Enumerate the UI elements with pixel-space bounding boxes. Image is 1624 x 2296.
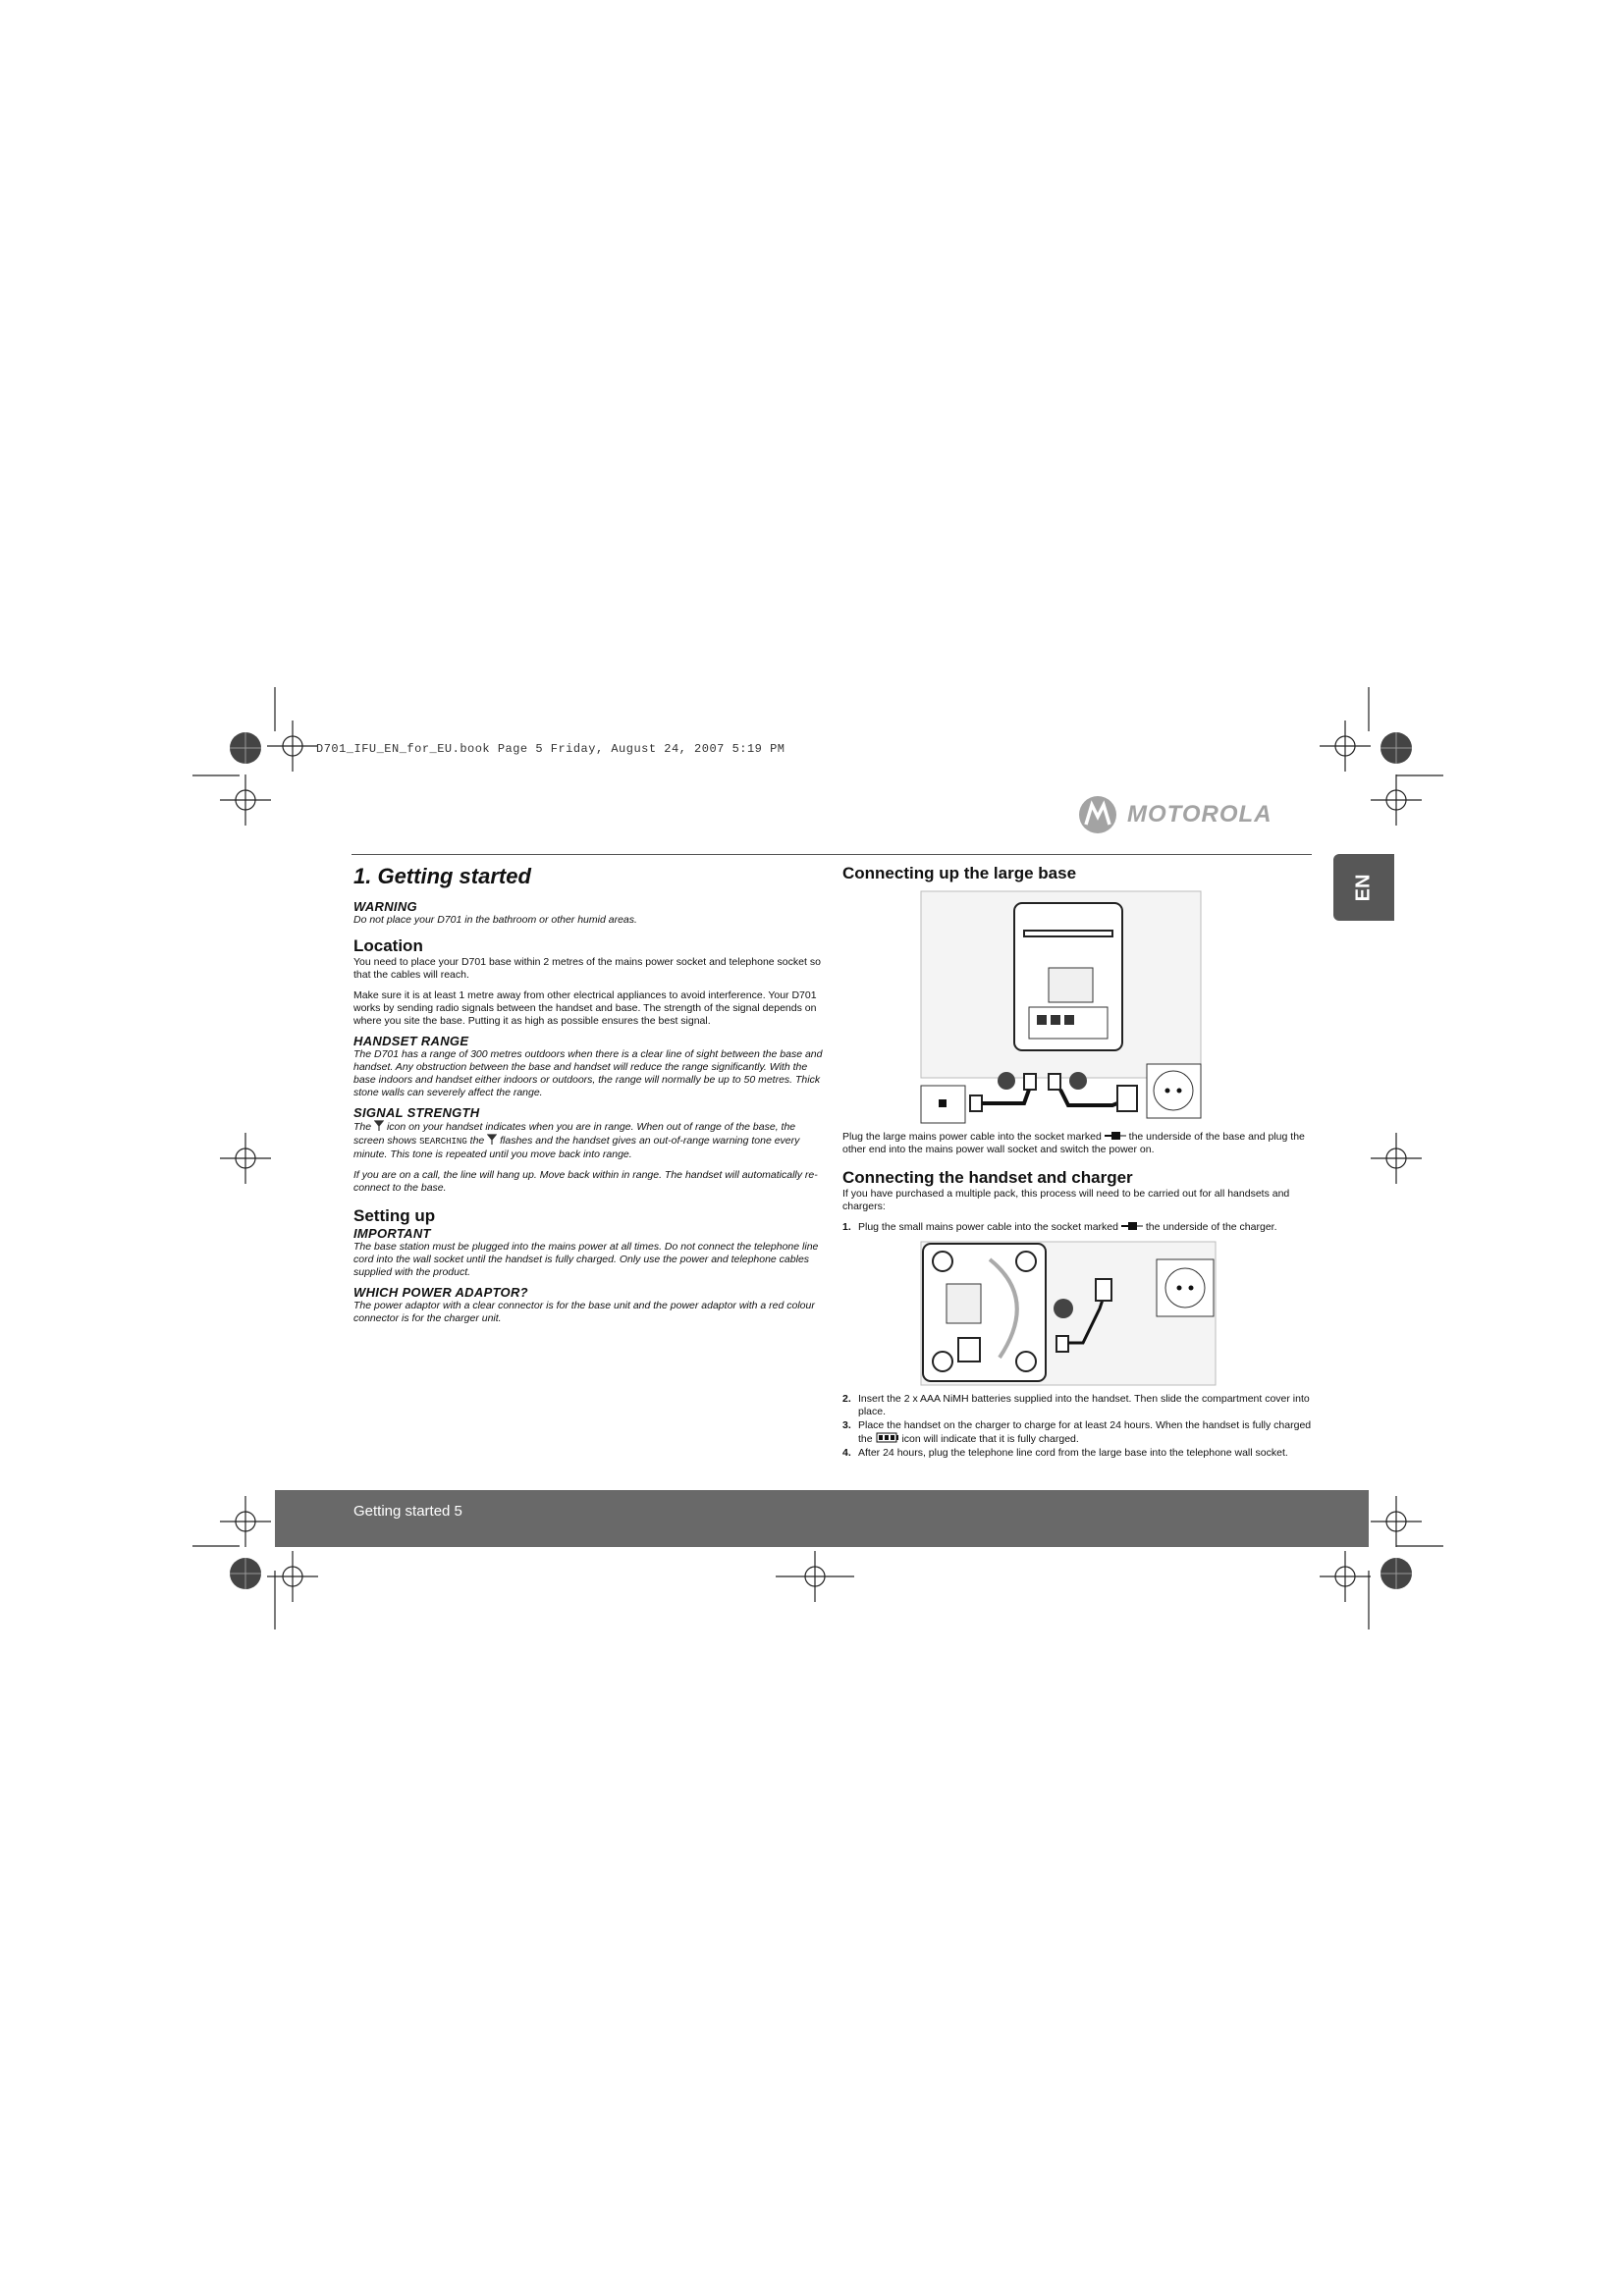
warning-text: Do not place your D701 in the bathroom or other humid areas. xyxy=(353,914,637,926)
setting-up-heading: Setting up xyxy=(353,1206,436,1225)
signal-antenna-icon xyxy=(487,1134,497,1146)
list-item: 3. Place the handset on the charger to charge for at least 24 hours. When the handset is fully charged the icon will indicate that it is fully charged. xyxy=(842,1419,1312,1445)
list-item: 1. Plug the small mains power cable into the socket marked the underside of the charger. xyxy=(842,1221,1277,1233)
warning-heading: WARNING xyxy=(353,899,417,914)
right-column xyxy=(842,864,1312,1461)
charger-steps-1 xyxy=(842,1221,1312,1234)
charger-illustration xyxy=(842,1240,1312,1387)
footer-page-label: Getting started 5 xyxy=(353,1503,462,1520)
list-item: 4. After 24 hours, plug the telephone line cord from the large base into the telephone wall socket. xyxy=(842,1447,1288,1459)
location-text-2: Make sure it is at least 1 metre away from other electrical appliances to avoid interference. Your D701 works by sending radio signals between the handset and base. The strength of the signal depends on where you site the base. Putting it as high as possible ensures the best signal. xyxy=(353,989,817,1027)
handset-range-heading: HANDSET RANGE xyxy=(353,1034,469,1048)
brand-name: MOTOROLA xyxy=(1127,801,1272,828)
signal-strength-heading: SIGNAL STRENGTH xyxy=(353,1105,480,1120)
battery-full-icon xyxy=(876,1432,899,1443)
page-title: 1. Getting started xyxy=(353,864,531,888)
brand xyxy=(1078,795,1272,834)
language-tab: EN xyxy=(1333,854,1394,921)
searching-screen-text: SEARCHING xyxy=(419,1137,467,1147)
charger-intro: If you have purchased a multiple pack, this process will need to be carried out for all handsets and chargers: xyxy=(842,1188,1290,1212)
left-column xyxy=(353,864,823,1325)
header-rule xyxy=(352,854,1312,855)
power-socket-icon xyxy=(1105,1131,1126,1141)
charger-steps-2 xyxy=(842,1393,1312,1460)
large-base-text: Plug the large mains power cable into the socket marked the underside of the base and plug the other end into the mains power wall socket and switch the power on. xyxy=(842,1131,1305,1155)
large-base-heading: Connecting up the large base xyxy=(842,864,1077,882)
motorola-batwing-logo-icon xyxy=(1078,795,1117,834)
location-heading: Location xyxy=(353,936,423,955)
signal-strength-text: The icon on your handset indicates when you are in range. When out of range of the base, the screen shows SEARCHING the flashes and the handset gives an out-of-range warning tone every minute. This tone is repeated until you move back into range. xyxy=(353,1121,800,1160)
handset-range-text: The D701 has a range of 300 metres outdoors when there is a clear line of sight between the base and handset. Any obstruction between the base and handset will reduce the range significantly. With the base indoors and handset either indoors or outdoors, the range will normally be up to 50 metres. Thick stone walls can severely affect the range. xyxy=(353,1048,823,1098)
power-socket-icon xyxy=(1121,1221,1143,1231)
important-text: The base station must be plugged into the mains power at all times. Do not connect the telephone line cord into the wall socket until the handset is fully charged. Only use the power and telephone cables supplied with the product. xyxy=(353,1241,819,1278)
important-heading: IMPORTANT xyxy=(353,1226,431,1241)
signal-antenna-icon xyxy=(374,1120,384,1132)
footer-bar xyxy=(275,1490,1369,1547)
power-adaptor-heading: WHICH POWER ADAPTOR? xyxy=(353,1285,528,1300)
large-base-illustration xyxy=(842,889,1312,1125)
location-text-1: You need to place your D701 base within 2 metres of the mains power socket and telephone socket so that the cables will reach. xyxy=(353,956,821,981)
signal-strength-text-2: If you are on a call, the line will hang up. Move back within in range. The handset will automatically re-connect to the base. xyxy=(353,1169,818,1194)
power-adaptor-text: The power adaptor with a clear connector is for the base unit and the power adaptor with a red colour connector is for the charger unit. xyxy=(353,1300,815,1324)
charger-heading: Connecting the handset and charger xyxy=(842,1168,1133,1187)
print-header: D701_IFU_EN_for_EU.book Page 5 Friday, August 24, 2007 5:19 PM xyxy=(316,742,785,756)
list-item: 2. Insert the 2 x AAA NiMH batteries supplied into the handset. Then slide the compartment cover into place. xyxy=(842,1393,1310,1417)
